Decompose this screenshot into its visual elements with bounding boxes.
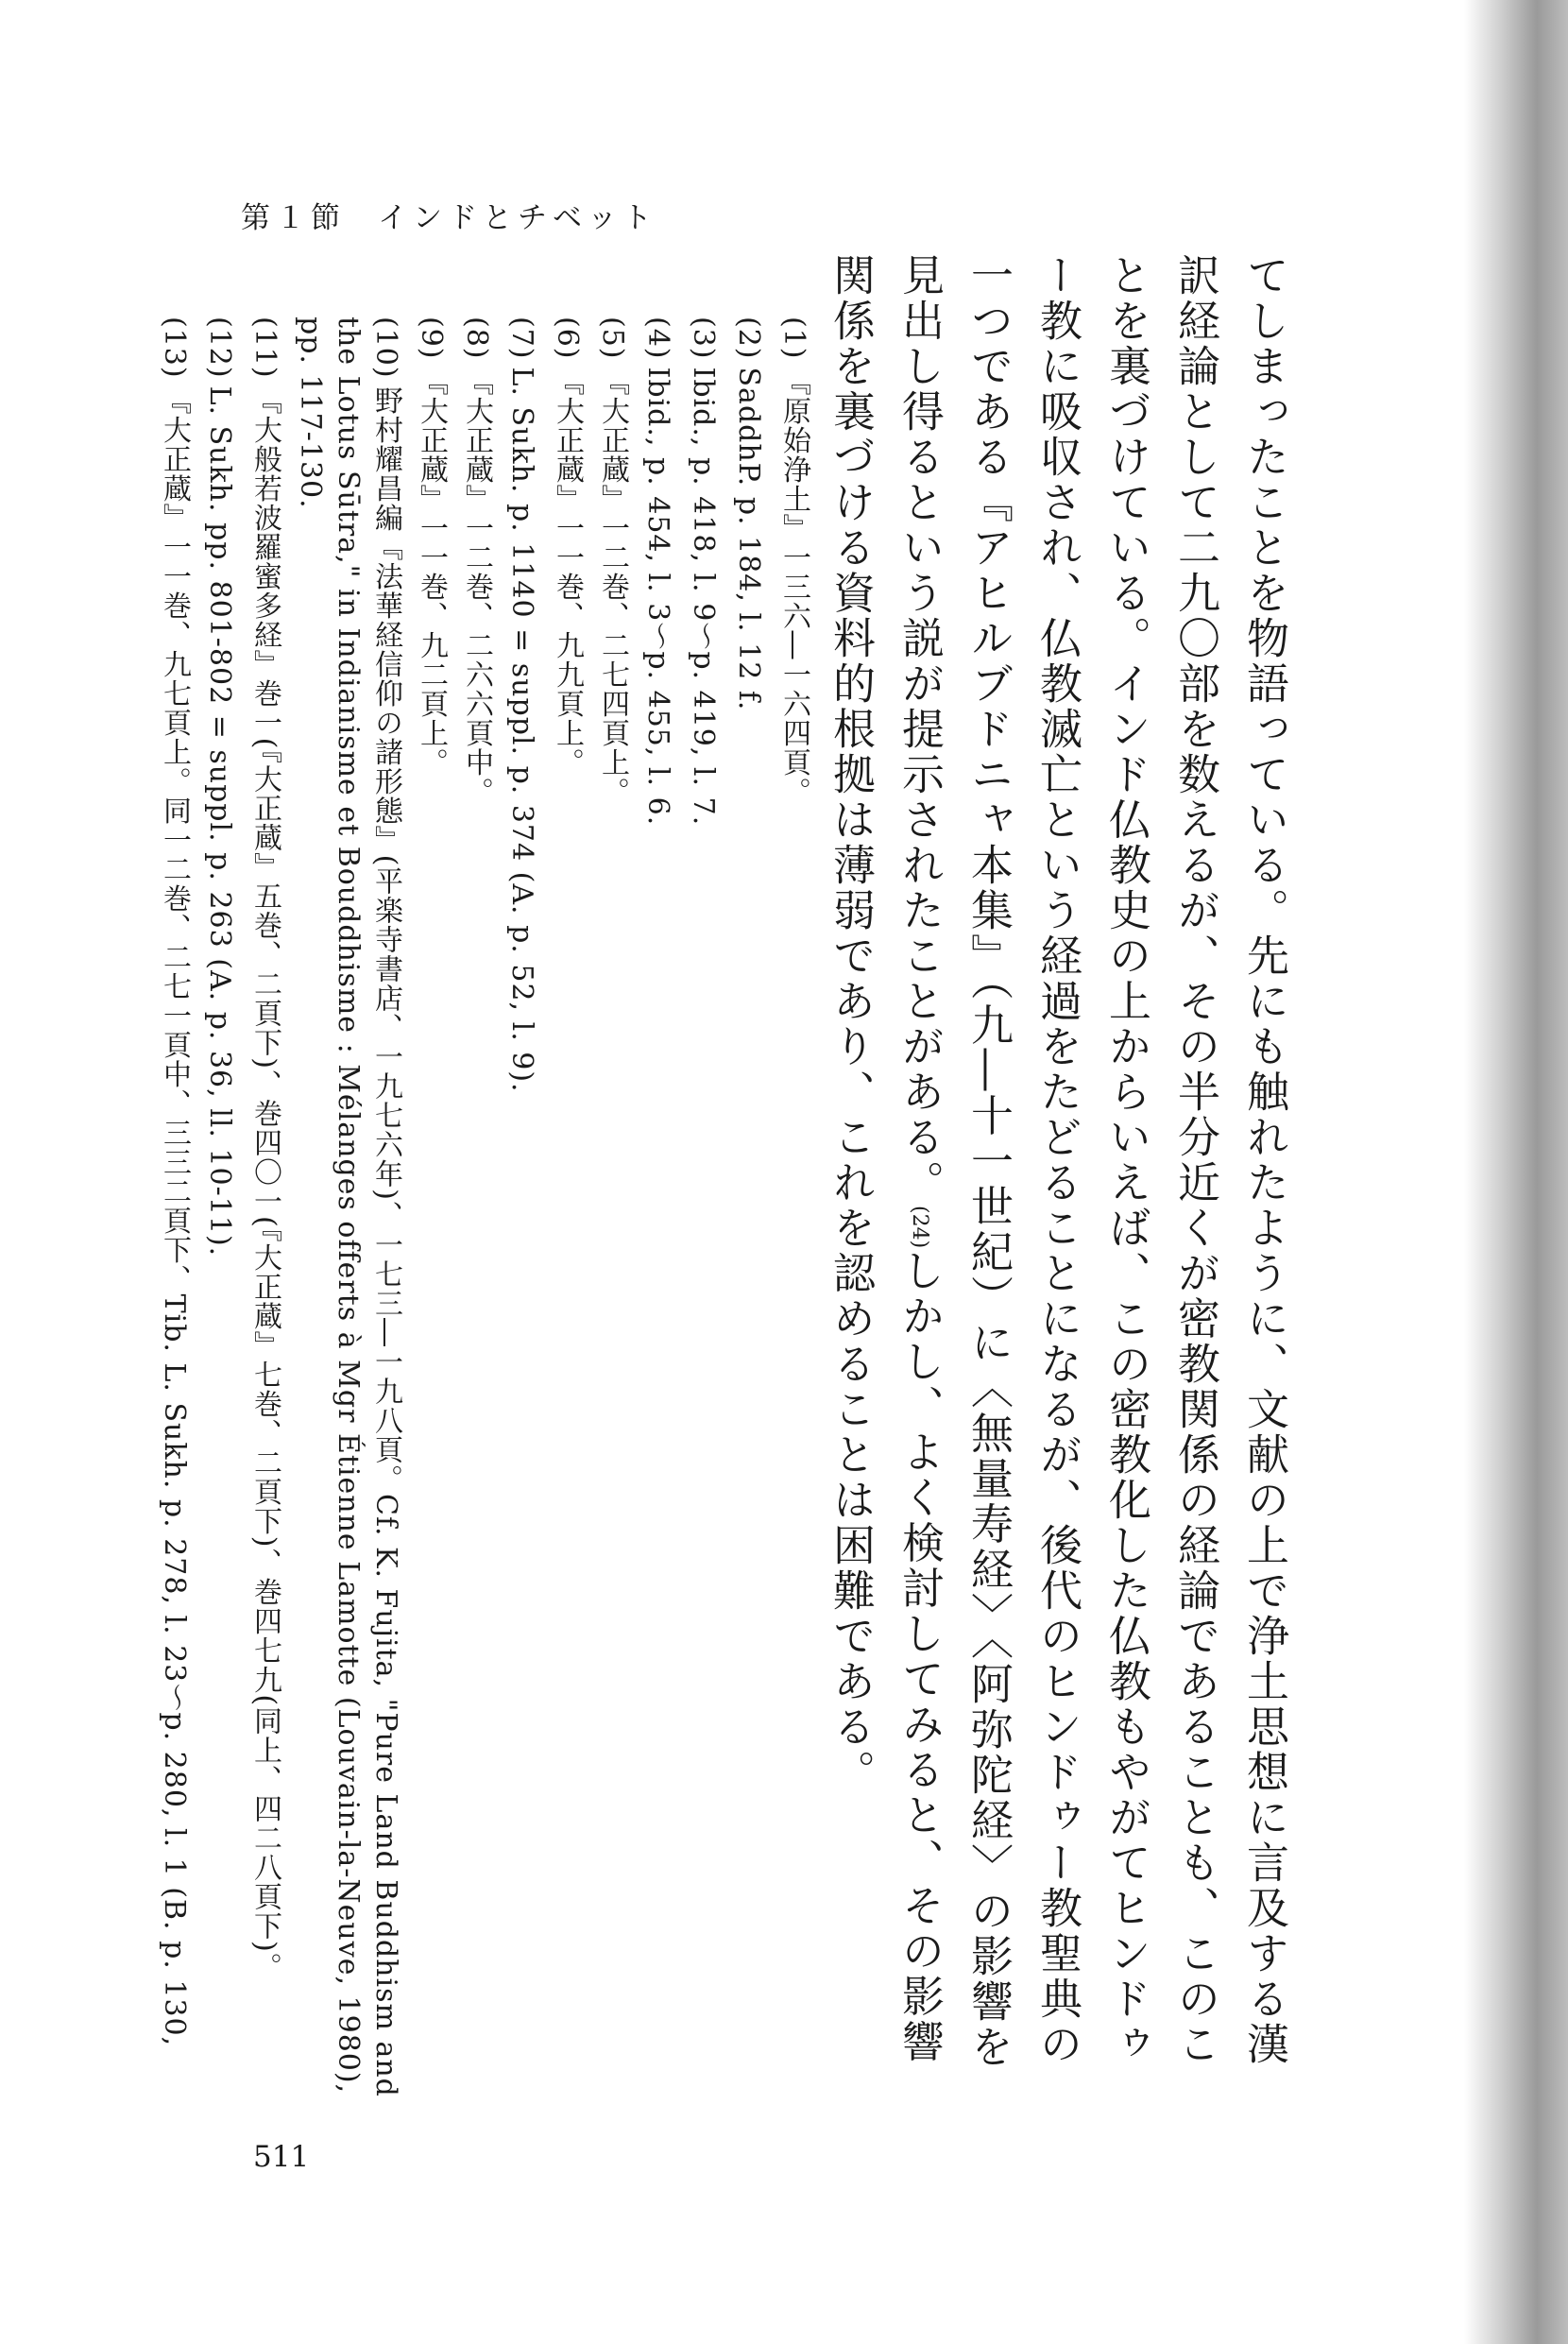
note-11 [246,317,283,2149]
scan-shadow-edge [1464,0,1568,2344]
note-1 [775,317,812,2149]
section-number: 第１節 [241,201,346,235]
note-text: L. Sukh. p. 1140 = suppl. p. 374 (A. p. 52, l. 9). [505,367,538,1093]
main-body-text [789,253,1299,2077]
note-8 [457,317,495,2149]
running-header [241,194,657,236]
note-number: (6) [551,317,584,360]
note-number: (9) [415,317,448,360]
note-text: 『大正蔵』一一巻、九七頁上。同一二巻、二七一頁中、三三二頁下、Tib. L. Sukh. p. 278, l. 23～p. 280, l. 1 (B. p. 130, [158,385,191,2047]
note-reference-24: (24) [908,1206,931,1249]
note-9 [412,317,450,2149]
note-6 [548,317,586,2149]
page-number: 511 [253,2140,310,2174]
note-number: (7) [505,317,538,360]
note-text: SaddhP. p. 184, l. 12 f. [732,367,765,711]
note-number: (4) [641,317,674,360]
note-3 [684,317,722,2149]
note-text: 野村耀昌編『法華経信仰の諸形態』(平楽寺書店、一九七六年)、一七三―一九八頁。Cf. K. Fujita, "Pure Land Buddhism and the Lotus Sūtra," in Indianisme et Bouddhisme : Mélanges offerts à Mgr Étienne Lamotte (Louvain-la-Neuve, 1980), pp. 117-130. [294,317,402,2097]
note-number: (5) [596,317,629,360]
endnotes [158,317,812,2149]
note-text: Ibid., p. 454, l. 3～p. 455, l. 6. [641,367,674,827]
note-text: 『大正蔵』一二巻、二七四頁上。 [596,367,629,807]
body-paragraph [816,253,1299,2077]
note-5 [593,317,631,2149]
body-text-part1: てしまったことを物語っている。先にも触れたように、文献の上で浄土思想に言及する漢訳経論として二九〇部を数えるが、その半分近くが密教関係の経論であることも、このことを裏づけている。インド仏教史の上からいえば、この密教化した仏教もやがてヒンドゥー教に吸収され、仏教滅亡という経過をたどることになるが、後代のヒンドゥー教聖典の一つである『アヒルブドニャ本集』（九―十一世紀）に〈無量寿経〉〈阿弥陀経〉の影響を見出し得るという説が提示されたことがある。 [895,253,1289,2070]
note-10 [291,317,404,2149]
note-7 [503,317,540,2149]
note-2 [729,317,767,2149]
note-number: (8) [460,317,493,360]
note-text: 『大正蔵』一一巻、九二頁上。 [415,367,448,778]
note-number: (12) [203,317,236,379]
section-title: インドとチベット [378,201,657,235]
note-number: (11) [248,317,281,379]
note-number: (1) [777,317,810,360]
note-text: 『大般若波羅蜜多経』巻一(『大正蔵』五巻、二頁下)、巻四〇一(『大正蔵』七巻、二頁下)、巻四七九(同上、四二八頁下)。 [248,385,281,1982]
note-text: 『大正蔵』一一巻、九九頁上。 [551,367,584,778]
note-12 [200,317,238,2149]
note-text: Ibid., p. 418, l. 9～p. 419, l. 7. [687,367,720,827]
note-number: (3) [687,317,720,360]
body-text-part2: しかし、よく検討してみると、その影響関係を裏づける資料的根拠は薄弱であり、これを認めることは困難である。 [826,253,945,2065]
note-text: 『大正蔵』一二巻、二六六頁中。 [460,367,493,807]
note-text: L. Sukh. pp. 801-802 = suppl. p. 263 (A. p. 36, ll. 10-11). [203,385,236,1258]
note-number: (10) [369,317,402,379]
note-number: (2) [732,317,765,360]
note-4 [639,317,676,2149]
note-text: 『原始浄土』一三六―一六四頁。 [777,367,810,807]
note-number: (13) [158,317,191,379]
note-13 [155,317,193,2149]
